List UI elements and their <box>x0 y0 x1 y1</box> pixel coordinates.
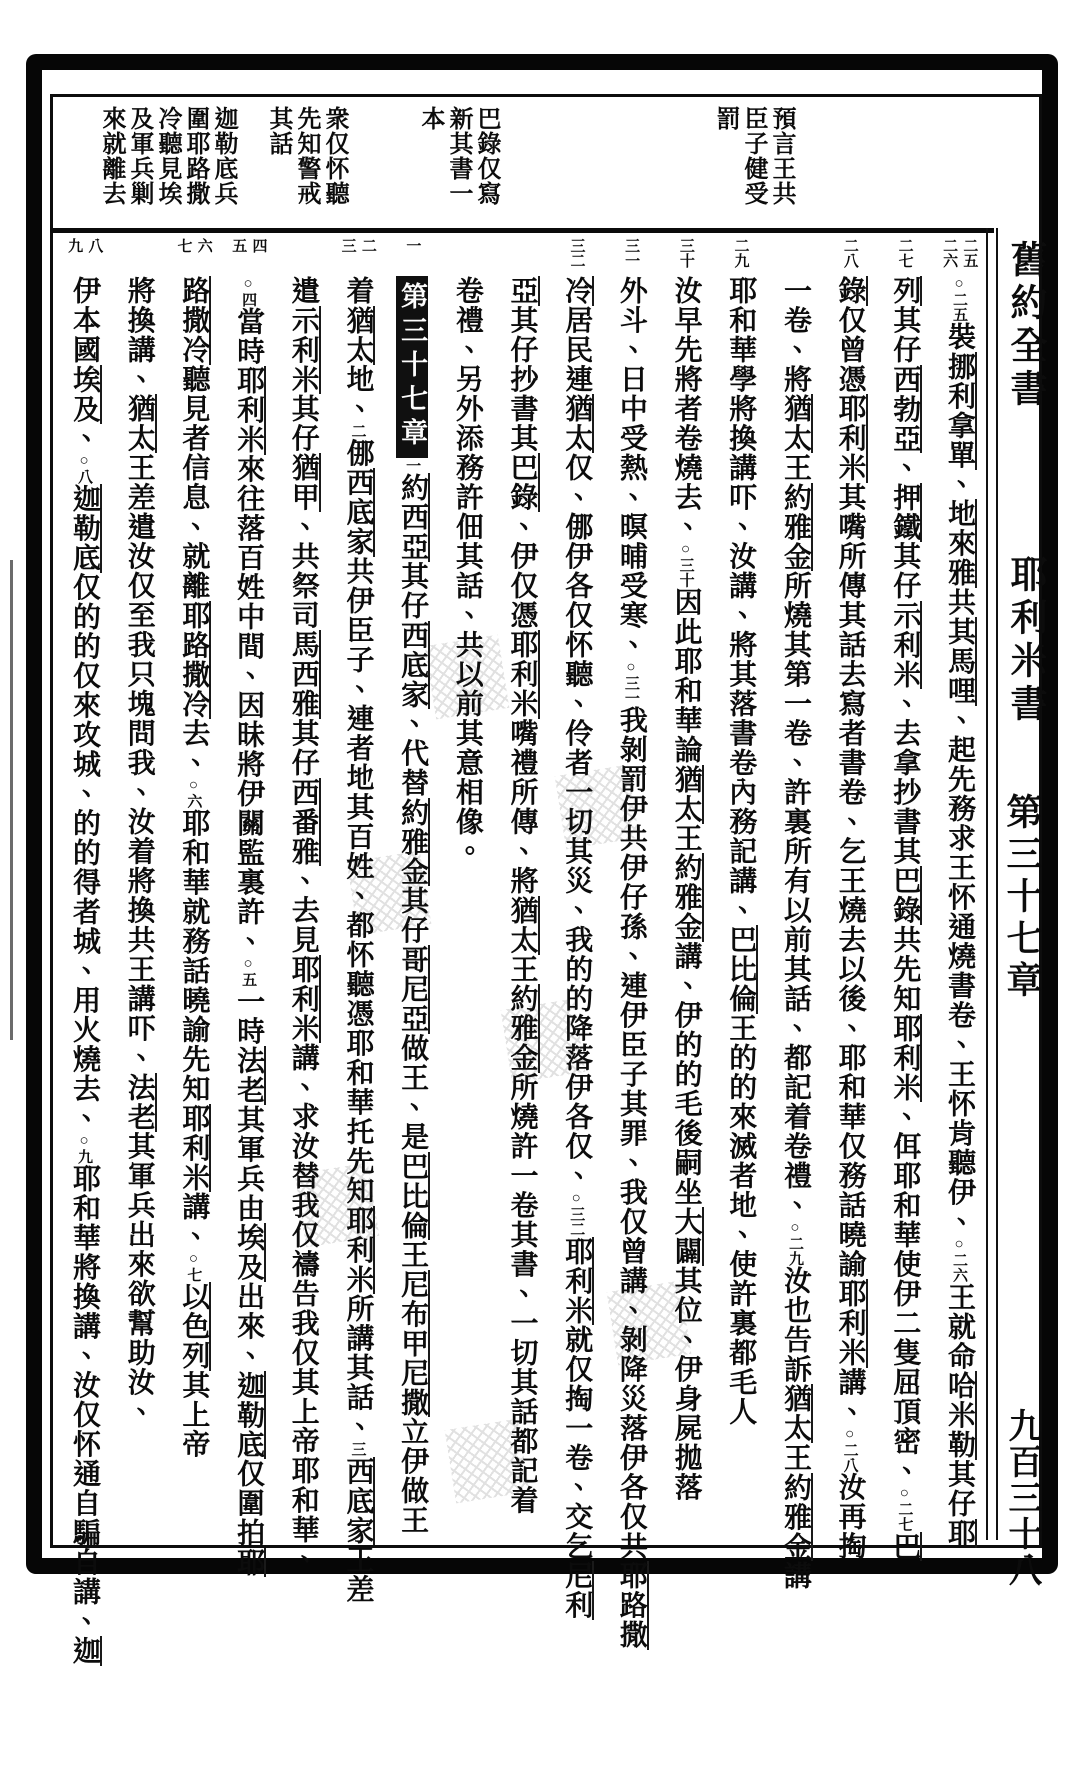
proper-noun: 亞 <box>506 276 538 306</box>
margin-verse-numbers <box>658 238 713 274</box>
margin-verse-numbers <box>220 238 275 274</box>
body-text: 仅的的仅來攻城、的的得者城、用火燒去、 <box>69 572 100 1133</box>
proper-noun: 巴錄 <box>506 453 538 512</box>
proper-noun: 尼利 <box>561 1561 593 1620</box>
body-text: 講、 <box>178 1192 210 1251</box>
proper-noun: 耶利米 <box>834 1279 866 1368</box>
proper-noun: 地來雅 <box>944 499 975 588</box>
margin-verse-number: 七 <box>175 238 192 253</box>
body-text: 其仔 <box>397 561 429 621</box>
body-text: 嘴禮所傳、將 <box>506 718 538 896</box>
body-text: 外斗、日中受熱、暝晡受寒、 <box>615 276 647 660</box>
verse-marker: ○六 <box>185 777 202 809</box>
body-text: 來往落百姓中間、因昧將伊關監裏許、 <box>233 454 265 956</box>
proper-noun: 約雅金 <box>779 1472 811 1561</box>
proper-noun: 耶利米 <box>834 394 866 483</box>
body-text: 共伊臣子、連者地其百姓、都怀聽憑耶和華托先知 <box>342 556 374 1206</box>
body-text: 、代替 <box>397 709 429 798</box>
body-text: 其仔 <box>287 718 319 778</box>
body-text: 其軍兵由 <box>233 1105 265 1223</box>
margin-verse-numbers <box>111 238 166 274</box>
margin-verse-number: 一 <box>404 238 421 253</box>
proper-noun: 迦 <box>69 1636 100 1666</box>
proper-noun: 猶太 <box>342 305 374 365</box>
body-text: 王 <box>670 823 702 853</box>
margin-verse-number: 三十 <box>677 238 694 268</box>
body-text: 其上帝 <box>178 1370 210 1459</box>
stamp-watermark <box>425 635 510 720</box>
header-note: 衆仅怀聽先知警戒其話 <box>265 106 347 206</box>
header-note: 迦勒底兵圍耶路撒冷聽見埃及軍兵剿來就離去 <box>98 106 236 206</box>
text-column-4 <box>767 276 822 1591</box>
stamp-watermark <box>347 851 432 936</box>
body-text: 、共祭司 <box>287 512 319 630</box>
proper-noun: 耶利米 <box>506 630 538 719</box>
body-text: 講、伊的的毛後嗣坐 <box>670 941 702 1207</box>
body-text: 立伊做王 <box>397 1417 429 1535</box>
margin-verse-number: 五 <box>230 238 247 253</box>
body-text: 其仔 <box>944 1459 975 1519</box>
proper-noun: 巴 <box>889 1531 921 1561</box>
margin-verse-number: 三二 <box>568 238 585 268</box>
text-column-14 <box>220 238 275 1577</box>
verse-marker: ○三一 <box>622 659 639 706</box>
margin-verse-numbers <box>549 238 604 274</box>
proper-noun: 巴比倫 <box>725 925 757 1014</box>
body-text: 一卷、將 <box>779 276 811 394</box>
text-column-15 <box>166 238 221 1538</box>
body-text: 做王、是 <box>397 1033 429 1152</box>
proper-noun: 猶太 <box>779 394 811 453</box>
proper-noun: 以色列 <box>178 1282 210 1371</box>
body-text: 王就命 <box>944 1282 975 1371</box>
margin-verse-numbers <box>713 238 768 274</box>
proper-noun: 迦勒底 <box>69 484 100 573</box>
body-text: 、 <box>889 453 921 483</box>
body-text: 王差遣汝仅至我只塊問我、汝着將換共王講吓、 <box>123 453 155 1073</box>
margin-verse-numbers <box>494 238 549 274</box>
body-text: 遣 <box>287 276 319 306</box>
body-text: 仅、㑚伊各仅怀聽、伶者一切其災、我的的降落伊各仅、 <box>561 453 593 1191</box>
proper-noun: 埃及 <box>69 364 100 424</box>
verse-marker: ○九 <box>76 1133 92 1164</box>
body-text: 共先知 <box>889 925 921 1014</box>
margin-verse-numbers <box>931 238 986 274</box>
proper-noun: 猶太 <box>670 764 702 824</box>
body-text: 、 <box>944 469 975 499</box>
book-title: 舊約全書 <box>1004 240 1045 412</box>
body-text: 其仔 <box>889 305 921 365</box>
proper-noun: 列 <box>889 276 921 306</box>
proper-noun: 西底家 <box>397 620 429 709</box>
stamp-watermark <box>295 1163 380 1248</box>
margin-verse-number: 二 <box>359 238 376 253</box>
body-text: 耶和華就務話曉諭先知 <box>178 808 210 1104</box>
margin-verse-numbers <box>822 238 877 274</box>
proper-noun: 耶利米 <box>561 1236 593 1325</box>
body-text: 其仔 <box>889 541 921 601</box>
proper-noun: 示利米 <box>287 305 319 394</box>
body-text: 王 <box>397 1240 429 1270</box>
body-text: 仅圍拍 <box>233 1459 265 1548</box>
margin-verse-number: 二八 <box>841 238 858 268</box>
verse-marker: ○八 <box>76 453 92 484</box>
proper-noun: 耶路撒冷 <box>178 600 210 719</box>
body-text: 講 <box>779 1561 811 1591</box>
body-text: 、佴耶和華使伊二隻屈頂密、 <box>889 1102 921 1486</box>
body-text: 將換講、 <box>123 276 155 394</box>
verse-marker: 一 <box>404 458 421 473</box>
proper-noun: 耶利米 <box>178 1103 210 1192</box>
body-text: 耶和華將換講、汝仅怀通自騙自講、 <box>69 1164 100 1636</box>
verse-marker: ○三十 <box>677 541 694 588</box>
proper-noun: 猶甲 <box>287 453 319 512</box>
body-text: 聽見者信息、就離 <box>178 364 210 601</box>
margin-verse-number: 三一 <box>623 238 640 268</box>
body-text: 其仔 <box>397 886 429 945</box>
margin-verse-number: 八 <box>86 238 103 253</box>
body-text: 所燒其第一卷、許裏所有以前其話、都記着卷禮、 <box>779 571 811 1220</box>
margin-verse-numbers <box>439 238 494 274</box>
body-text: 講、 <box>834 1367 866 1427</box>
text-column-16 <box>111 276 166 1538</box>
verse-marker: 三 <box>349 1441 366 1457</box>
body-text: 伊本國 <box>69 276 100 365</box>
page-number: 九百三十八 <box>1003 1408 1040 1588</box>
text-column-17 <box>56 238 111 1666</box>
body-text: 耶和華學將換講吓、汝講、將其落書卷內務記講、 <box>725 276 757 925</box>
verse-marker: ○三二 <box>568 1190 585 1237</box>
verse-marker: 二 <box>349 423 366 439</box>
proper-noun: 耶 <box>233 1547 265 1577</box>
proper-noun: 猶太 <box>506 895 538 955</box>
header-note: 巴錄仅寫新其書一本 <box>417 106 499 206</box>
proper-noun: 約雅金 <box>779 482 811 571</box>
proper-noun: 法老 <box>123 1072 155 1132</box>
margin-verse-numbers <box>275 238 330 274</box>
proper-noun: 猶太 <box>779 1384 811 1443</box>
verse-marker: ○二五 <box>951 276 967 322</box>
proper-noun: 押鐵 <box>889 482 921 542</box>
body-text: 其位、伊身屍拋落 <box>670 1266 702 1502</box>
title-column <box>997 240 1045 1588</box>
text-column-9 <box>494 276 549 1538</box>
proper-noun: 約雅金 <box>506 984 538 1073</box>
verse-marker: ○四 <box>240 276 257 307</box>
text-column-13 <box>275 276 330 1574</box>
text-column-2 <box>877 238 932 1561</box>
proper-noun: 西底家 <box>342 468 374 557</box>
text-column-3 <box>822 238 877 1561</box>
body-text: 、伊仅憑 <box>506 512 538 630</box>
proper-noun: 尼布甲尼撒 <box>397 1269 429 1417</box>
margin-verse-number: 二六 <box>941 238 958 268</box>
proper-noun: 耶路撒 <box>615 1561 647 1650</box>
body-text: 王的的來滅者地、使許裏都毛人 <box>725 1013 757 1427</box>
margin-verse-number: 六 <box>195 238 212 253</box>
proper-noun: 猶太 <box>123 394 155 453</box>
body-text: 因此耶和華論 <box>670 587 702 765</box>
proper-noun: 約雅金 <box>397 797 429 886</box>
proper-noun: 西番雅 <box>287 777 319 866</box>
body-text: 所講其話、 <box>342 1294 374 1442</box>
proper-noun: 迦勒底 <box>233 1370 265 1459</box>
body-text: 就仅掏一卷、交乞 <box>561 1325 593 1561</box>
body-text: 、 <box>69 423 100 453</box>
proper-noun: 埃及 <box>233 1223 265 1282</box>
text-area <box>56 238 986 1666</box>
text-column-8 <box>549 238 604 1620</box>
body-text: 仅曾憑 <box>834 305 866 394</box>
stamp-watermark <box>555 765 640 850</box>
body-text: 王 <box>779 453 811 483</box>
proper-noun: 耶利米 <box>287 954 319 1043</box>
verse-marker: ○二七 <box>896 1485 913 1532</box>
body-text: 出來、 <box>233 1282 265 1371</box>
text-column-10 <box>439 276 494 1538</box>
proper-noun: 錄 <box>834 276 866 306</box>
body-text: 汝早先將者卷燒去、 <box>670 276 702 542</box>
header-divider-rule <box>50 228 994 233</box>
body-text: 講、求汝替我仅禱告我仅其上帝耶和華、 <box>287 1043 319 1574</box>
scan-edge-artifact <box>10 560 13 1040</box>
body-text: 所燒許一卷其書、一切其話都記着 <box>506 1072 538 1515</box>
proper-noun: 冷 <box>561 276 593 306</box>
verse-marker: ○二八 <box>841 1426 858 1473</box>
proper-noun: 其馬哩 <box>944 617 975 706</box>
verse-marker: ○二六 <box>951 1236 967 1283</box>
body-text: 我剝罰伊共伊仔孫、連伊臣子其罪、我仅曾講、剝降災落伊各仅共 <box>615 705 647 1561</box>
margin-verse-number: 二七 <box>896 238 913 268</box>
proper-noun: 挪利拿單 <box>944 351 975 470</box>
margin-verse-number: 二五 <box>961 238 978 268</box>
text-column-5 <box>713 238 768 1538</box>
stamp-watermark <box>607 1281 692 1366</box>
body-text: 居民連 <box>561 305 593 394</box>
proper-noun: 猶太 <box>561 394 593 453</box>
margin-verse-number: 二九 <box>732 238 749 268</box>
proper-noun: 約雅金 <box>670 853 702 942</box>
proper-noun: 馬西雅 <box>287 630 319 719</box>
margin-verse-numbers <box>330 238 385 274</box>
body-text: 其仔抄書其 <box>506 305 538 453</box>
margin-verse-numbers <box>384 238 439 274</box>
body-text: 地、 <box>342 364 374 424</box>
verse-marker: ○五 <box>240 956 257 987</box>
proper-noun: 法老 <box>233 1046 265 1105</box>
body-text: 裝 <box>944 322 975 352</box>
text-column-1 <box>931 238 986 1548</box>
margin-verse-numbers <box>166 238 221 274</box>
body-text: 、去見 <box>287 866 319 955</box>
margin-verse-numbers <box>56 238 111 274</box>
stamp-watermark <box>501 999 586 1084</box>
body-text: 、去拿抄書其 <box>889 689 921 866</box>
header-note: 預言王共臣子健受罰 <box>712 106 794 206</box>
body-text: 其軍兵出來欲幫助汝、 <box>123 1131 155 1427</box>
proper-noun: 西勃亞 <box>889 364 921 453</box>
verse-marker: ○二九 <box>786 1220 803 1266</box>
body-text: 其仔 <box>287 394 319 453</box>
body-text: 其嘴所傳其話去寫者書卷、乞王燒去以後、耶和華仅務話曉諭 <box>834 482 866 1279</box>
proper-noun: 耶利米 <box>889 1013 921 1102</box>
margin-verse-number: 四 <box>250 238 267 253</box>
margin-verse-numbers <box>877 238 932 274</box>
margin-verse-numbers <box>767 238 822 274</box>
margin-verse-number: 九 <box>66 238 83 253</box>
proper-noun: 哈米勒 <box>944 1371 975 1460</box>
book-section: 耶利米書 <box>1004 555 1045 727</box>
proper-noun: 巴比倫 <box>397 1151 429 1240</box>
body-text: 、起先務求王怀通燒書卷、王怀肯聽伊、 <box>944 705 975 1237</box>
chapter-title: 第三十七章 <box>1002 793 1042 1003</box>
body-text: 去、 <box>178 718 210 778</box>
stamp-watermark <box>445 1419 530 1504</box>
margin-verse-number: 三 <box>339 238 356 253</box>
proper-noun: 巴錄 <box>889 866 921 925</box>
proper-noun: 大闢 <box>670 1207 702 1266</box>
proper-noun: 西底家 <box>342 1456 374 1545</box>
body-text: 㑚 <box>342 438 374 468</box>
proper-noun: 耶利米 <box>342 1205 374 1294</box>
verse-marker: ○七 <box>185 1251 202 1282</box>
body-text: 一時 <box>233 987 265 1046</box>
body-text: 卷禮、另外添務許佃其話、共以前其意相像。 <box>451 276 483 866</box>
body-text: 汝再掏 <box>834 1472 866 1561</box>
proper-noun: 路撒冷 <box>178 276 210 365</box>
body-text: 王 <box>506 954 538 984</box>
proper-noun: 示利米 <box>889 600 921 689</box>
proper-noun: 哥尼亞 <box>397 945 429 1034</box>
proper-noun: 耶利米 <box>233 366 265 455</box>
proper-noun: 約西亞 <box>397 473 429 562</box>
body-text: 着 <box>342 276 374 306</box>
chapter-heading-box: 第三十七章 <box>396 276 428 458</box>
body-text: 王差 <box>342 1545 374 1604</box>
margin-verse-numbers <box>603 238 658 274</box>
body-text: 王 <box>779 1443 811 1473</box>
body-text: 汝也告訴 <box>779 1266 811 1384</box>
body-text: 共 <box>944 587 975 617</box>
proper-noun: 耶 <box>944 1518 975 1548</box>
body-text: 當時 <box>233 307 265 366</box>
